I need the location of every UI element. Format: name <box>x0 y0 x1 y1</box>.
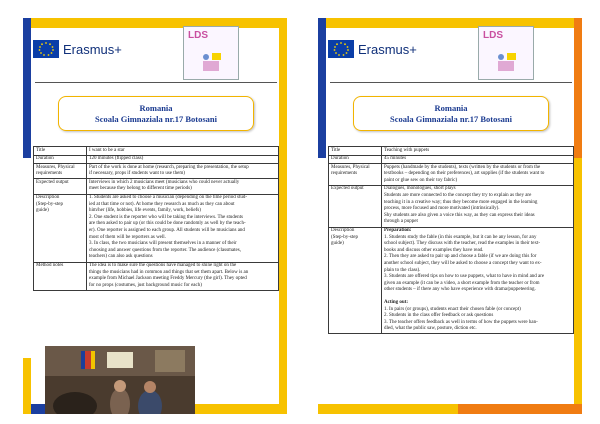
table-cell <box>34 262 87 290</box>
cell-text-line: requirements <box>36 171 63 177</box>
table-cell <box>87 262 279 290</box>
country-heading: Romania <box>434 103 468 113</box>
top-color-bar <box>23 18 287 28</box>
table-cell <box>382 164 574 186</box>
cell-text-line: 3. The teacher offers feedback as well in terms of how the puppets were han- <box>384 319 538 325</box>
cell-text-line: (Step-by-step <box>331 234 358 240</box>
erasmus-logo-text: Erasmus+ <box>358 42 417 57</box>
table-cell <box>34 147 87 156</box>
left-bottom-color-bar <box>23 358 31 414</box>
cell-text-line: through a puppet <box>384 219 418 225</box>
cell-text-line: Acting out: <box>384 299 409 305</box>
cell-text-line: him/her (life, hobbies, life events, family, work, beliefs) <box>89 208 201 214</box>
table-row <box>34 147 279 156</box>
table-cell <box>87 147 279 156</box>
table-cell <box>34 194 87 262</box>
activity-table <box>328 146 574 334</box>
cell-text-line: process, more focused and more motivated (intrinsically). <box>384 206 500 212</box>
cell-text-line: 1. Students study the fable (in this example, but it can be any lesson, for any <box>384 234 537 240</box>
cell-text-line: plain to the class). <box>384 267 421 273</box>
lds-logo-text: LDS <box>483 30 503 41</box>
school-heading: Scoala Gimnaziala nr.17 Botosani <box>389 114 512 124</box>
cell-text-line: things the musicians had in common and things that set them apart. Below is an <box>89 269 249 275</box>
cell-text-line: teaching it in a creative way; thus they become more engaged in the learning <box>384 199 538 205</box>
table-cell <box>34 155 87 164</box>
cell-text-line: Students are more connected to the concept they try to explain as they are <box>384 193 532 199</box>
header-rule <box>35 82 277 83</box>
table-row <box>329 227 574 334</box>
cell-text-line: dled, what the public saw, posture, diction etc. <box>384 326 477 332</box>
cell-text-line: 1. Students are asked to choose a musician (depending on the time period stud- <box>89 195 248 201</box>
lds-logo-text: LDS <box>188 30 208 41</box>
top-color-bar <box>318 18 582 28</box>
cell-text-line: for no props (costumes, just background music for each) <box>89 282 202 288</box>
cell-text-line: given an example (it can be a video, a short example from the teacher or from <box>384 280 540 286</box>
school-title-box <box>58 96 254 131</box>
cell-text-line: meet because they belong to different time periods) <box>89 186 192 192</box>
cell-text-line: 1. In pairs (or groups), students enact their chosen fable (or concept) <box>384 306 521 312</box>
cell-text-line: Description <box>36 195 60 201</box>
cell-text-line: are then asked to pair up (or this could be done randomly as well by the teach- <box>89 221 246 227</box>
cell-text-line: Part of the work is done at home (research, preparing the presentation, the setup <box>89 164 249 170</box>
table-cell <box>382 227 574 334</box>
cell-text-line: paint or glue sew on their toy fabric) <box>384 177 458 183</box>
right-color-bar <box>574 18 582 158</box>
cell-text-line: other students – if there any who have experience with drama/puppeteering. <box>384 287 536 293</box>
cell-text-line: The idea is to make sure the questions have managed to shine light on the <box>89 263 237 268</box>
erasmus-logo <box>33 38 123 60</box>
cell-text-line: choosing and answer questions from the reporter. The audience (classmates, <box>89 247 241 253</box>
cell-text-line: Shy students are also given a voice this way, as they can express their ideas <box>384 212 535 218</box>
table-row <box>329 164 574 186</box>
cell-text-line: Expected output <box>36 179 69 185</box>
cell-text-line: 2. Students in the class offer feedback or ask questions <box>384 313 494 319</box>
cell-text-line: Title <box>36 147 46 153</box>
table-cell <box>34 164 87 179</box>
table-cell <box>382 147 574 156</box>
right-color-bar-lower <box>574 158 582 414</box>
classroom-photo <box>45 346 195 414</box>
cell-text-line: textbooks – depending on their preferences), art supplies (if the students want to <box>384 171 545 177</box>
cell-text-line: er). One reporter is assigned to each group. All students will be musicians and <box>89 228 245 234</box>
cell-text-line: guide) <box>331 241 344 247</box>
lds-logo <box>183 26 239 80</box>
cell-text-line: Interviews in which 2 musicians meet (musicians who could never actually <box>89 179 240 185</box>
cell-text-line: another school subject, they will be asked to choose a concept they want to ex- <box>384 261 542 266</box>
cell-text-line: Duration <box>331 156 349 162</box>
table-cell <box>382 155 574 164</box>
cell-text-line: teachers) can also ask questions <box>89 254 153 260</box>
table-cell <box>87 155 279 164</box>
document-page-2 <box>318 18 582 414</box>
table-row <box>34 164 279 179</box>
table-row <box>34 262 279 290</box>
cell-text-line: Puppets (handmade by the students), texts (written by the students or from the <box>384 164 541 170</box>
left-color-bar <box>23 18 31 158</box>
cell-text-line: guide) <box>36 208 49 214</box>
table-cell <box>329 185 382 227</box>
cell-text-line: 120 minutes (flipped class) <box>89 156 144 162</box>
school-heading: Scoala Gimnaziala nr.17 Botosani <box>94 114 217 124</box>
cell-text-line: most of them will be reporters as well. <box>89 234 166 240</box>
bottom-color-bar-left <box>318 404 458 414</box>
activity-table <box>33 146 279 291</box>
cell-text-line: 2. One student is the reporter who will be taking the interviews. The students <box>89 214 243 220</box>
table-row <box>329 185 574 227</box>
cell-text-line: ied at that time or not). At home they research as much as they can about <box>89 201 235 207</box>
table-row <box>34 179 279 194</box>
bottom-color-bar-right <box>458 404 582 414</box>
table-cell <box>329 155 382 164</box>
cell-text-line: school subject). They discuss with the teacher, read the examples in their text- <box>384 241 541 247</box>
cell-text-line: Title <box>331 147 341 153</box>
cell-text-line: 2. Then they are asked to pair up and choose a fable (if we are doing this for <box>384 254 537 260</box>
cell-text-line: 3. In class, the two musicians will present themselves in a manner of their <box>89 241 237 247</box>
cell-text-line: Measures, Physical <box>36 164 75 170</box>
erasmus-logo-text: Erasmus+ <box>63 42 122 57</box>
cell-text-line: Method notes <box>36 263 64 268</box>
table-cell <box>382 185 574 227</box>
table-row <box>329 147 574 156</box>
document-page-1 <box>23 18 287 414</box>
cell-text-line: Duration <box>36 156 54 162</box>
header-rule <box>330 82 572 83</box>
table-row <box>329 155 574 164</box>
cell-text-line: (Step-by-step <box>36 201 63 207</box>
table-row <box>34 194 279 262</box>
cell-text-line: requirements <box>331 171 358 177</box>
left-color-bar <box>318 18 326 158</box>
cell-text-line: if necessary, props if students want to use them) <box>89 171 185 177</box>
cell-text-line: I want to be a star <box>89 147 125 153</box>
cell-text-line: Teaching with puppets <box>384 147 430 153</box>
table-cell <box>87 194 279 262</box>
cell-text-line: Measures, Physical <box>331 164 370 170</box>
table-cell <box>87 164 279 179</box>
table-cell <box>329 164 382 186</box>
cell-text-line: Dialogues, monologues, short plays <box>384 186 456 192</box>
cell-text-line: 3. Students are offered tips on how to use puppets, what to have in mind and are <box>384 274 545 280</box>
table-cell <box>329 147 382 156</box>
cell-text-line: Description <box>331 228 355 234</box>
cell-text-line: Preparation: <box>384 228 412 234</box>
school-title-box <box>353 96 549 131</box>
erasmus-logo <box>328 38 418 60</box>
cell-text-line: example from Michael Jackson meeting Freddy Mercury (the girl). They opted <box>89 276 247 282</box>
lds-logo <box>478 26 534 80</box>
table-row <box>34 155 279 164</box>
cell-text-line: Expected output <box>331 186 364 192</box>
cell-text-line: 45 minutes <box>384 156 407 162</box>
table-cell <box>329 227 382 334</box>
country-heading: Romania <box>139 103 173 113</box>
table-cell <box>87 179 279 194</box>
table-cell <box>34 179 87 194</box>
cell-text-line: books and discuss other examples they have read. <box>384 247 484 253</box>
right-color-bar <box>279 18 287 414</box>
